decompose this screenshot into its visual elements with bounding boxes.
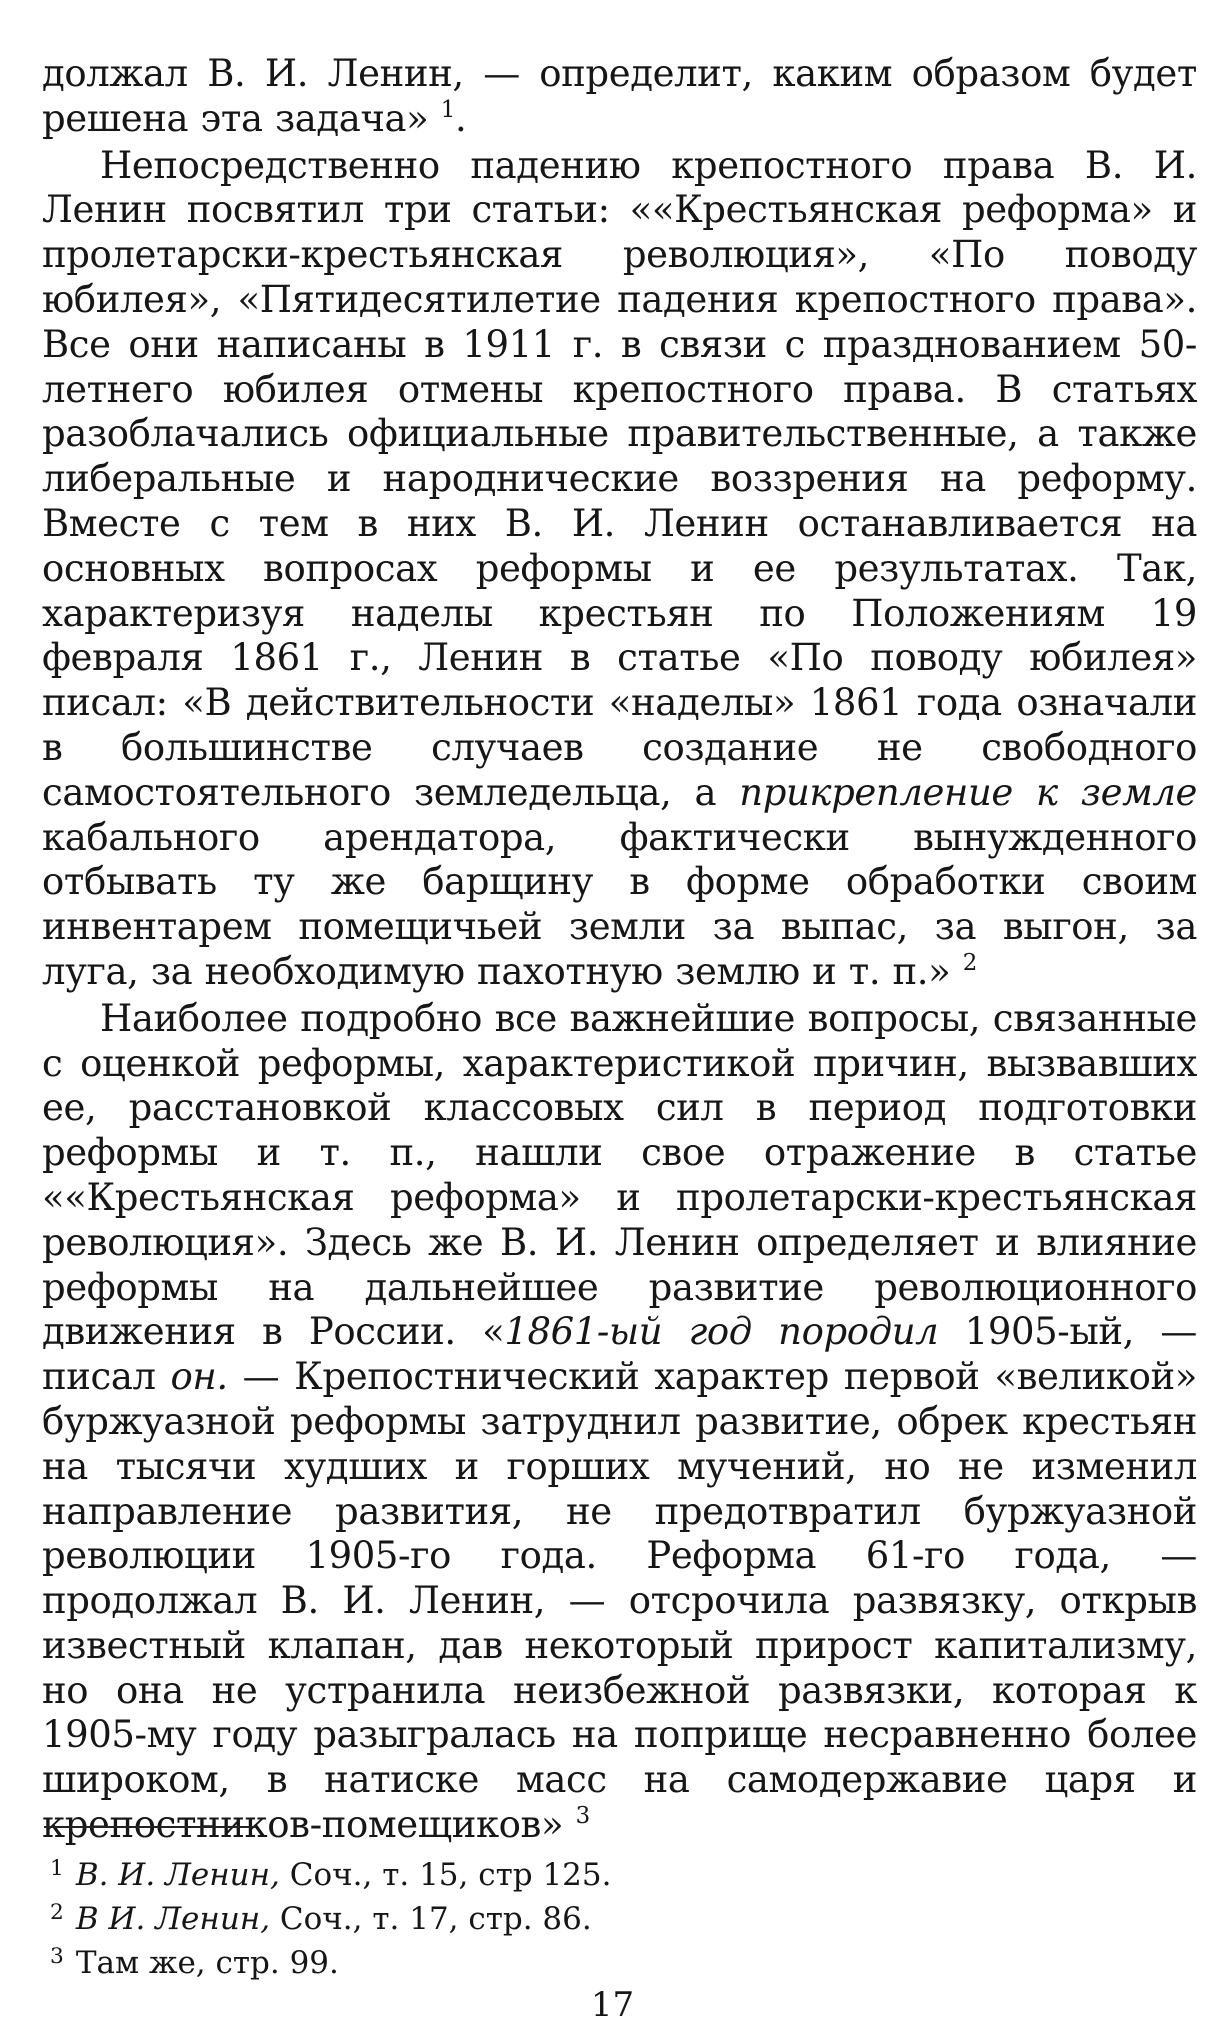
footnote [50, 1850, 950, 1894]
text-run: . [454, 96, 467, 140]
page-number: 17 [590, 1985, 635, 2025]
text-run: Непосредственно падению крепостного права В. И. Ленин посвятил три статьи: ««Крестьянская реформа» и пролетарски-крестьянская революция», «По поводу юбилея», «Пятидесятилетие падения крепостного права». Все они написаны в 1911 г. в связи с празднованием 50-летнего юбилея отмены крепостного права. В статьях разоблачались официальные правительственные, а также либеральные и народнические воззрения на реформу. Вместе с тем в них В. И. Ленин останавливается на основных вопросах реформы и ее результатах. Так, характеризуя наделы крестьян по Положениям 19 февраля 1861 г., Ленин в статье «По поводу юбилея» писал: «В действительности «наделы» 1861 года означали в большинстве случаев создание не свободного самостоятельного земледельца, а [42, 143, 1197, 814]
paragraph [42, 144, 1197, 995]
text-run: 1905-ый, — писал [42, 1310, 1197, 1399]
footnote-author: В. И. Ленин, [75, 1856, 280, 1893]
footnotes [50, 1850, 950, 1981]
footnote-marker: 3 [575, 1802, 590, 1829]
text-run: кабального арендатора, фактически вынужденного отбывать ту же барщину в форме обработки своим инвентарем помещичьей земли за выпас, за выгон, за луга, за необходимую пахотную землю и т. п.» [42, 815, 1197, 993]
footnote-number: 2 [50, 1899, 64, 1925]
footnote-divider [44, 1826, 256, 1828]
footnote-reference: Там же, стр. 99. [75, 1944, 339, 1981]
footnote-author: В И. Ленин, [75, 1900, 271, 1937]
body-text [42, 52, 1197, 1848]
footnote-number: 1 [50, 1856, 64, 1881]
footnote-marker: 1 [440, 96, 455, 123]
footnote [50, 1938, 950, 1982]
italic-text: 1861-ый год породил [504, 1310, 939, 1354]
footnote-marker: 2 [962, 949, 977, 976]
footnote-reference: Соч., т. 15, стр 125. [279, 1856, 612, 1893]
paragraph [42, 997, 1197, 1848]
footnote-number: 3 [50, 1943, 64, 1969]
footnote-reference: Соч., т. 17, стр. 86. [270, 1900, 592, 1937]
text-run: должал В. И. Ленин, — определит, каким образом будет решена эта задача» [42, 52, 1197, 140]
text-run: — Крепостнический характер первой «великой» буржуазной реформы затруднил развитие, обрек крестьян на тысячи худших и горших мучений, но не изменил направление развития, не предотвратил буржуазной революции 1905-го года. Реформа 61-го года, — продолжал В. И. Ленин, — отсрочила развязку, открыв известный клапан, дав некоторый прирост капитализму, но она не устранила неизбежной развязки, которая к 1905-му году разыгралась на поприще несравненно более широком, в натиске масс на самодержавие царя и крепостников-помещиков» [42, 1355, 1198, 1847]
italic-text: прикрепление к земле [739, 770, 1198, 814]
italic-text: он. [170, 1355, 228, 1399]
footnote [50, 1894, 950, 1938]
paragraph [42, 52, 1197, 142]
text-run: Наиболее подробно все важнейшие вопросы, связанные с оценкой реформы, характеристикой причин, вызвавших ее, расстановкой классовых сил в период подготовки реформы и т. п., нашли свое отражение в статье ««Крестьянская реформа» и пролетарски-крестьянская революция». Здесь же В. И. Ленин определяет и влияние реформы на дальнейшее развитие революционного движения в России. « [42, 996, 1197, 1354]
